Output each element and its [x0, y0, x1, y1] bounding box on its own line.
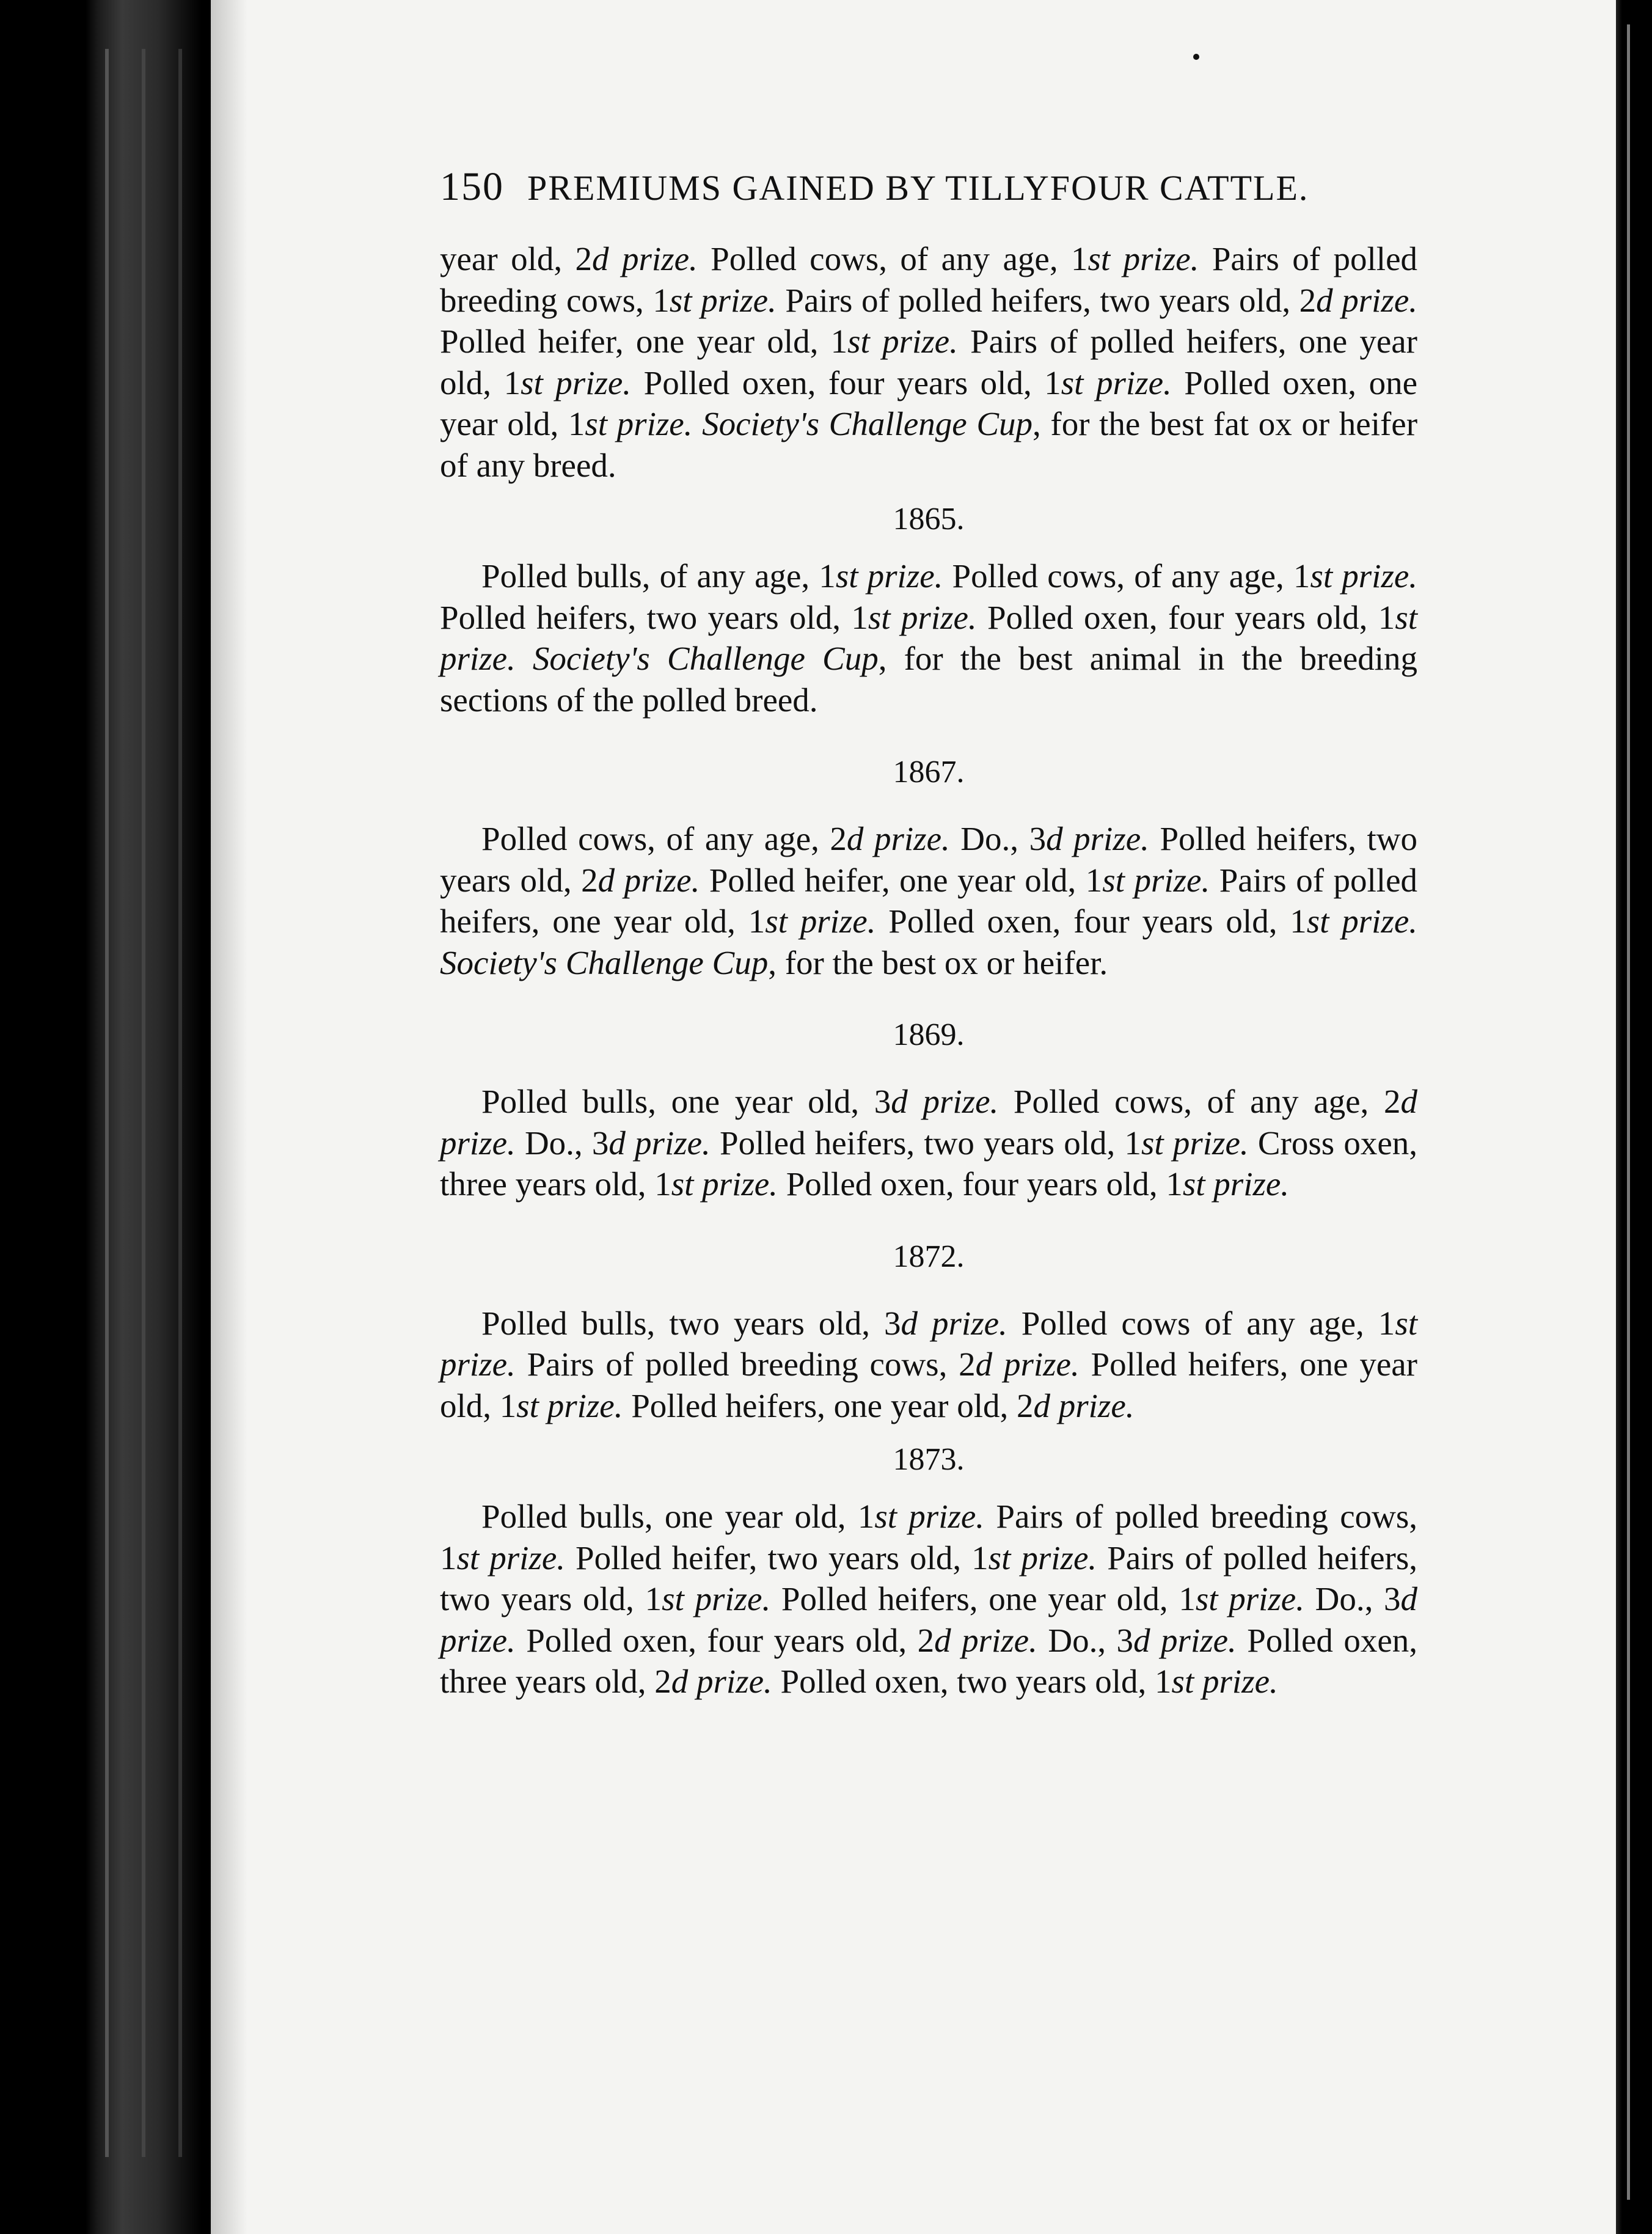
text-run: Polled heifer, two years old, 1 — [565, 1539, 989, 1577]
prize-paragraph-continued — [440, 238, 1417, 486]
prize-paragraph-1872 — [440, 1303, 1417, 1427]
italic-run: st prize. — [1195, 1580, 1304, 1617]
italic-run: d prize. — [891, 1083, 999, 1120]
italic-run: d prize. — [671, 1663, 772, 1700]
text-run: Polled heifers, two years old, 2 — [440, 820, 1418, 899]
binding-edge-line — [178, 49, 182, 2157]
text-run: Polled bulls, of any age, 1 — [481, 557, 836, 595]
italic-run: st prize. — [1310, 557, 1418, 595]
text-run: Do., 3 — [1037, 1621, 1134, 1659]
right-edge-line — [1627, 24, 1630, 2200]
text-run: Do., 3 — [1304, 1580, 1401, 1617]
page-number: 150 — [440, 164, 504, 209]
text-run: Polled oxen, four years old, 1 — [631, 364, 1061, 401]
italic-run: st prize. — [765, 903, 876, 940]
italic-run: st prize. — [847, 323, 958, 360]
italic-run: st prize. — [874, 1498, 985, 1535]
text-run: Polled cows, of any age, 1 — [943, 557, 1310, 595]
italic-run: d prize. — [598, 861, 700, 899]
text-run: Polled heifers, two years old, 1 — [710, 1124, 1141, 1162]
italic-run: st prize. — [456, 1539, 565, 1577]
text-run: Do., 3 — [515, 1124, 609, 1162]
italic-run: st prize. — [1171, 1663, 1278, 1700]
running-head — [440, 164, 1417, 210]
text-run: Pairs of polled heifers, two years old, 2 — [776, 281, 1317, 319]
italic-run: st prize. — [1306, 903, 1417, 940]
italic-run: st prize. — [988, 1539, 1097, 1577]
italic-run: st prize. — [662, 1580, 771, 1617]
italic-run: d prize. — [934, 1621, 1037, 1659]
italic-run: d prize. — [1033, 1386, 1135, 1424]
text-run: Polled oxen, one year old, 1 — [440, 364, 1417, 442]
text-run: Polled bulls, one year old, 3 — [481, 1083, 891, 1120]
italic-run: d prize. — [440, 1580, 1418, 1659]
italic-run: st prize. — [1061, 364, 1172, 401]
text-run: Polled cows, of any age, 2 — [481, 820, 847, 857]
text-run: Pairs of polled breeding cows, 2 — [515, 1346, 976, 1383]
italic-run: st prize. — [440, 1304, 1417, 1383]
text-run: Pairs of polled breeding cows, 1 — [440, 1498, 1418, 1577]
text-run: Polled heifer, one year old, 1 — [700, 861, 1103, 899]
text-run: Polled oxen, three years old, 2 — [440, 1621, 1418, 1700]
text-run: Polled bulls, two years old, 3 — [481, 1304, 901, 1342]
text-run: Polled cows, of any age, 1 — [697, 240, 1088, 277]
italic-run: st prize. — [1141, 1124, 1249, 1162]
italic-run: d prize. — [609, 1124, 711, 1162]
italic-run: d prize. — [975, 1346, 1080, 1383]
text-run: Polled oxen, four years old, 1 — [976, 598, 1395, 636]
year-heading: 1873. — [893, 1442, 965, 1477]
italic-run: d prize. — [440, 1083, 1417, 1162]
italic-run: st prize. — [868, 598, 977, 636]
text-run: Cross oxen, three years old, 1 — [440, 1124, 1417, 1203]
text-run: Polled oxen, two years old, 1 — [772, 1663, 1172, 1700]
text-run: Polled bulls, one year old, 1 — [481, 1498, 875, 1535]
italic-run: st prize. — [835, 557, 943, 595]
italic-run: st prize. — [1182, 1165, 1290, 1203]
text-run — [692, 405, 702, 442]
text-run: Polled oxen, four years old, 1 — [875, 903, 1307, 940]
italic-run: Society's Challenge Cup — [440, 943, 769, 981]
running-title: PREMIUMS GAINED BY TILLYFOUR CATTLE. — [527, 168, 1309, 208]
text-run: Polled heifers, one year old, 1 — [440, 1346, 1418, 1424]
text-run: year old, 2 — [440, 240, 593, 277]
italic-run: d prize. — [901, 1304, 1007, 1342]
text-run: Polled oxen, four years old, 1 — [777, 1165, 1183, 1203]
text-run: Polled oxen, four years old, 2 — [515, 1621, 935, 1659]
text-run: Polled heifers, one year old, 2 — [623, 1386, 1034, 1424]
year-heading: 1867. — [893, 755, 965, 789]
italic-run: Society's Challenge Cup — [702, 405, 1033, 442]
page-gutter-shadow — [211, 0, 247, 2234]
italic-run: st prize. — [516, 1386, 623, 1424]
prize-paragraph-1867 — [440, 818, 1417, 983]
prize-paragraph-1865 — [440, 555, 1417, 720]
italic-run: st prize. — [585, 405, 693, 442]
page-content — [440, 164, 1417, 1702]
italic-run: d prize. — [1316, 281, 1417, 319]
text-run: Pairs of polled breeding cows, 1 — [440, 240, 1417, 319]
italic-run: d prize. — [592, 240, 698, 277]
italic-run: st prize. — [671, 1165, 778, 1203]
italic-run: d prize. — [846, 820, 950, 857]
year-heading: 1872. — [893, 1239, 965, 1274]
text-run: , for the best animal in the breeding sections of the polled breed. — [440, 640, 1418, 719]
year-heading: 1865. — [893, 502, 965, 537]
text-run: Polled cows of any age, 1 — [1007, 1304, 1395, 1342]
text-run: Pairs of polled heifers, two years old, 1 — [440, 1539, 1418, 1617]
italic-run: Society's Challenge Cup — [532, 640, 879, 677]
italic-run: st prize. — [669, 281, 777, 319]
prize-paragraph-1869 — [440, 1081, 1417, 1205]
italic-run: d prize. — [1133, 1621, 1237, 1659]
text-run: , for the best ox or heifer. — [768, 943, 1108, 981]
italic-run: st prize. — [440, 598, 1417, 677]
text-run: Polled heifers, two years old, 1 — [440, 598, 868, 636]
text-run: Polled heifers, one year old, 1 — [770, 1580, 1196, 1617]
binding-edge-line — [105, 49, 109, 2157]
text-run: , for the best fat ox or heifer of any breed. — [440, 405, 1418, 484]
italic-run: st prize. — [521, 364, 632, 401]
text-run: Pairs of polled heifers, one year old, 1 — [440, 861, 1417, 940]
ink-speck — [1193, 54, 1199, 60]
binding-edge-line — [142, 49, 145, 2157]
text-run: Polled heifer, one year old, 1 — [440, 323, 848, 360]
year-heading: 1869. — [893, 1017, 965, 1052]
italic-run: d prize. — [1046, 820, 1149, 857]
text-run: Do., 3 — [949, 820, 1047, 857]
prize-paragraph-1873 — [440, 1496, 1417, 1702]
text-run: Polled cows, of any age, 2 — [998, 1083, 1401, 1120]
page-right-edge — [1616, 0, 1652, 2234]
book-binding — [0, 0, 211, 2234]
text-run — [516, 640, 533, 677]
italic-run: st prize. — [1087, 240, 1199, 277]
italic-run: st prize. — [1102, 861, 1210, 899]
text-run: Pairs of polled heifers, one year old, 1 — [440, 323, 1418, 401]
